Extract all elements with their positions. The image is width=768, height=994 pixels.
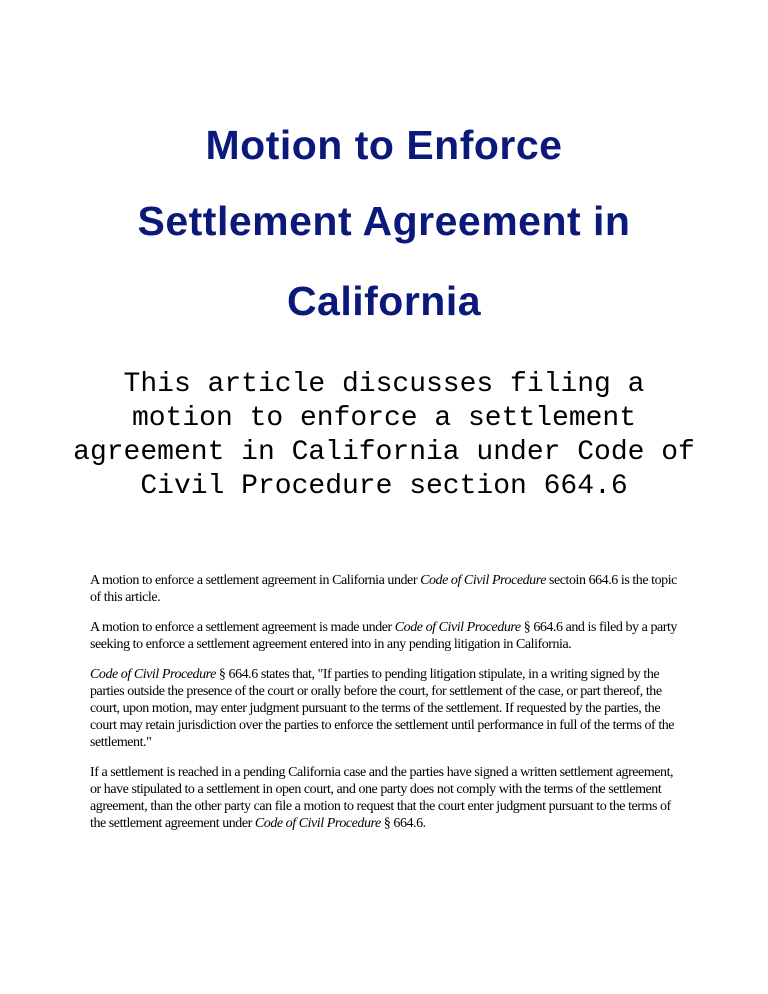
paragraph-4-text-b: § 664.6. [380,816,426,831]
paragraph-3 [90,666,682,751]
paragraph-4 [90,764,682,832]
paragraph-4-text-a: If a settlement is reached in a pending California case and the parties have signed a written settlement agreement, or have stipulated to a settlement in open court, and one party does not comply with the terms of the settlement agreement, than the other party can file a motion to request that the court enter judgment pursuant to the terms of the settlement agreement under [90,765,674,831]
subtitle: This article discusses filing a motion to enforce a settlement agreement in California under Code of Civil Procedure section 664.6 [73,369,695,502]
paragraph-2-text-a: A motion to enforce a settlement agreement is made under [90,620,395,635]
paragraph-1-text-b: sectoin 664.6 is the topic of this article. [90,573,677,605]
paragraph-4-citation: Code of Civil Procedure [254,816,381,831]
paragraph-3-text-b: § 664.6 states that, "If parties to pending litigation stipulate, in a writing signed by the parties outside the presence of the court or orally before the court, for settlement of the case, or part thereof, the court, upon motion, may enter judgment pursuant to the terms of the settlement. If requested by the parties, the court may retain jurisdiction over the parties to enforce the settlement until performance in full of the terms of the settlement." [90,667,675,750]
paragraph-2-text-b: § 664.6 and is filed by a party seeking to enforce a settlement agreement entered into in any pending litigation in California. [90,620,677,652]
title-line-1: Motion to Enforce [205,122,563,168]
paragraph-3-citation: Code of Civil Procedure [90,667,216,682]
paragraph-2 [90,619,682,653]
paragraph-2-citation: Code of Civil Procedure [394,620,521,635]
paragraph-1-citation: Code of Civil Procedure [420,573,546,588]
paragraph-1 [90,572,682,606]
paragraph-1-text-a: A motion to enforce a settlement agreement in California under [90,573,421,588]
title-line-3: California [286,278,482,324]
article-body [90,572,682,845]
title-line-2: Settlement Agreement in [137,198,631,244]
